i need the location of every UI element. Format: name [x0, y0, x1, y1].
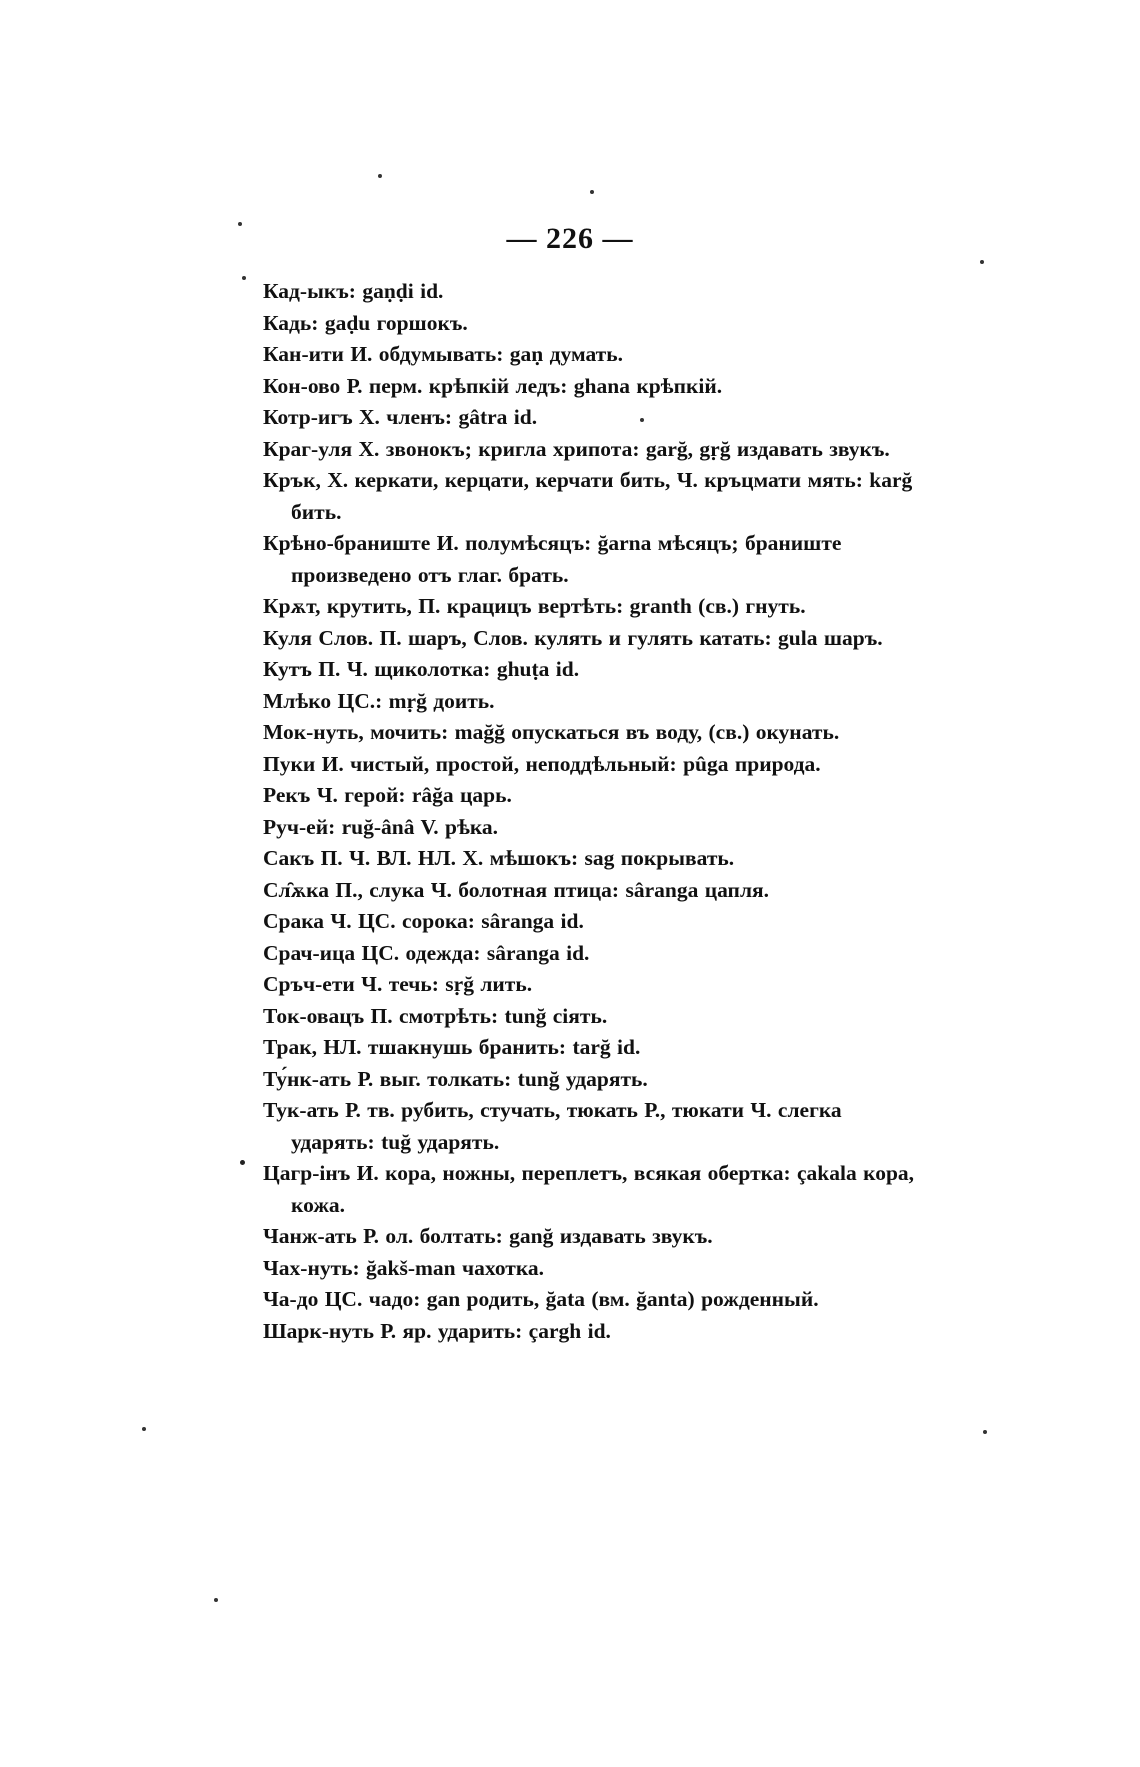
dictionary-entry: Ча-до ЦС. чадо: gan родить, ğata (вм. ğanta) рожденный.	[263, 1287, 819, 1311]
dictionary-entry: Ту́нк-ать Р. выг. толкать: tunğ ударять.	[263, 1066, 648, 1091]
dictionary-entry: Шарк-нуть Р. яр. ударить: çargh id.	[263, 1318, 611, 1343]
scan-speck	[590, 190, 594, 194]
dictionary-entry: Пуки И. чистый, простой, неподдѣльный: pûga природа.	[263, 751, 821, 776]
dictionary-entry: Сръч-ети Ч. течь: sṛğ лить.	[263, 972, 533, 996]
margin-bullet	[240, 1160, 245, 1165]
dictionary-entry: Чанж-ать Р. ол. болтать: ganğ издавать звукъ.	[263, 1224, 713, 1248]
scan-speck	[242, 276, 246, 280]
dictionary-entry: Мок-нуть, мочить: mağğ опускаться въ воду, (св.) окунать.	[263, 720, 840, 744]
dictionary-entry: Рекъ Ч. герой: râğa царь.	[263, 783, 512, 807]
dictionary-entry: Крѣно-браниште И. полумѣсяцъ: ğarna мѣсяцъ; браниште произведено отъ глаг. брать.	[263, 531, 842, 587]
scan-speck	[214, 1598, 218, 1602]
dictionary-entry: Кутъ П. Ч. щиколотка: ghuṭa id.	[263, 657, 580, 681]
dictionary-entry: Кад-ыкъ: gaṇḍi id.	[263, 279, 444, 303]
dictionary-entry: Сакъ П. Ч. ВЛ. НЛ. Х. мѣшокъ: sag покрывать.	[263, 846, 735, 870]
dictionary-entry: Ток-овацъ П. смотрѣть: tunğ сiять.	[263, 1003, 608, 1028]
dictionary-entry: Кан-ити И. обдумывать: gaṇ думать.	[263, 342, 623, 366]
dictionary-entry: Кон-ово Р. перм. крѣпкій ледъ: ghana крѣпкій.	[263, 373, 723, 398]
dictionary-entry: Млѣко ЦС.: mṛğ доить.	[263, 688, 495, 713]
dictionary-entry: Срач-ица ЦС. одежда: sâranga id.	[263, 940, 590, 965]
scan-speck	[238, 222, 242, 226]
dictionary-entry: Сл̑ѫка П., слука Ч. болотная птица: sâranga цапля.	[263, 877, 770, 902]
scan-speck	[378, 174, 382, 178]
scan-speck	[142, 1427, 146, 1431]
dictionary-entry: Куля Слов. П. шаръ, Слов. кулять и гулять катать: gula шаръ.	[263, 625, 883, 650]
dictionary-entry: Тук-ать Р. тв. рубить, стучать, тюкать Р., тюкати Ч. слегка ударять: tuğ ударять.	[263, 1098, 842, 1154]
dictionary-entry: Чах-нуть: ğakš-man чахотка.	[263, 1255, 545, 1280]
dictionary-entry: Крък, Х. керкати, керцати, керчати бить, Ч. кръцмати мять: karğ бить.	[263, 468, 913, 524]
dictionary-entry: Срака Ч. ЦС. сорока: sâranga id.	[263, 909, 584, 933]
dictionary-entry: Крѫт, крутить, П. крацицъ вертѣть: granth (св.) гнуть.	[263, 594, 806, 618]
dictionary-entry: Краг-уля Х. звонокъ; кригла хрипота: garğ, gṛğ издавать звукъ.	[263, 436, 890, 461]
dictionary-entry: Цагр-iнъ И. кора, ножны, переплетъ, всякая обертка: çakala кора, кожа.	[263, 1161, 915, 1217]
page-number: — 226 —	[506, 222, 634, 255]
dictionary-entries	[263, 276, 923, 1347]
dictionary-entry: Руч-ей: ruğ-ânâ V. рѣка.	[263, 814, 499, 839]
dictionary-entry: Трак, НЛ. тшакнушь бранить: tarğ id.	[263, 1035, 641, 1059]
dictionary-entry: Котр-игъ Х. членъ: gâtra id.	[263, 405, 538, 429]
scan-speck	[640, 418, 644, 422]
scan-speck	[980, 260, 984, 264]
scan-speck	[983, 1430, 987, 1434]
dictionary-entry: Кадь: gaḍu горшокъ.	[263, 310, 468, 335]
